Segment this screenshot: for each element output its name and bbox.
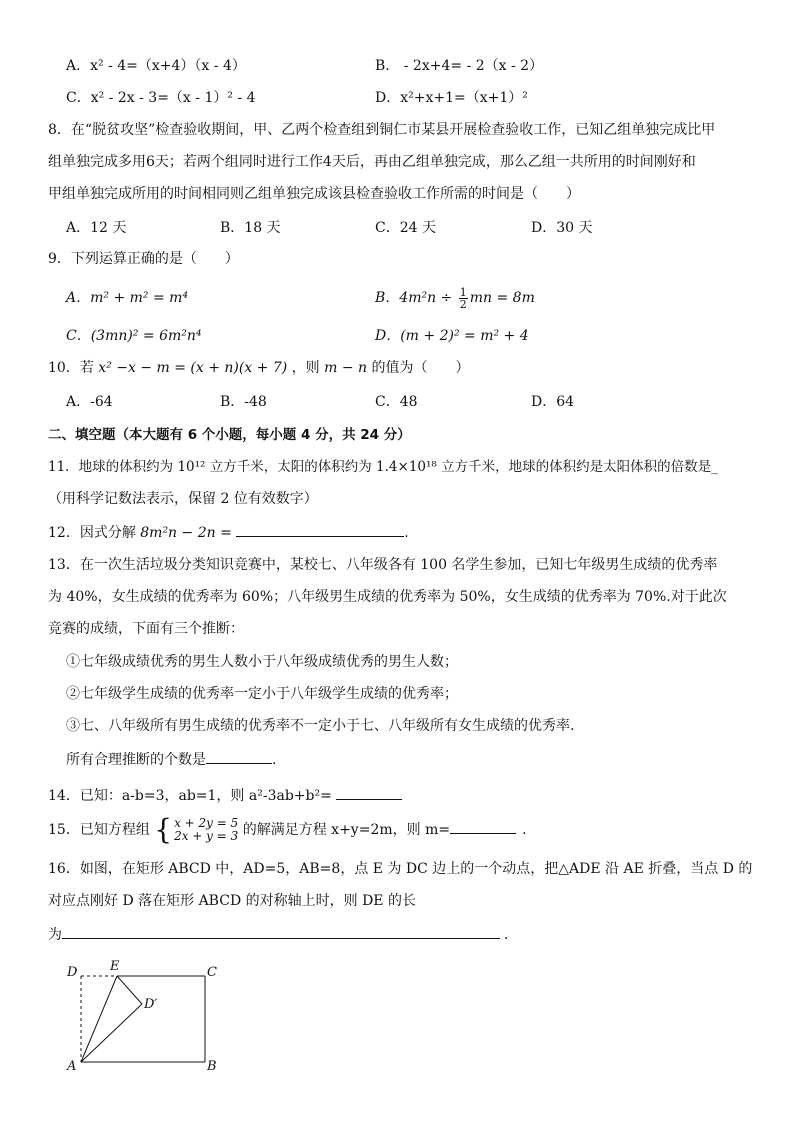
q9-option-b-fraction: [459, 287, 468, 310]
q12-answer-blank: [236, 522, 404, 537]
q14-answer-blank: [336, 785, 402, 800]
label-b: B: [207, 1059, 217, 1074]
q9-option-b-pre: B．4m²n ÷: [375, 290, 457, 306]
q9-option-c-text: C．(3mn)² = 6m²n⁴: [66, 328, 202, 344]
q13-question: [66, 749, 276, 770]
q13-inference-1: ①七年级成绩优秀的男生人数小于八年级成绩优秀的男生人数；: [66, 654, 458, 670]
left-brace-icon: {: [154, 813, 173, 846]
q7-option-c: C．x² - 2x - 3=（x - 1）² - 4: [66, 90, 256, 106]
q7-option-d: D．x²+x+1=（x+1）²: [375, 90, 528, 106]
segment-ad-prime: [81, 1004, 142, 1062]
q12-expression: 8m²n − 2n =: [140, 525, 237, 541]
segment-ed-prime: [117, 976, 142, 1004]
q13-answer-blank: [206, 749, 272, 764]
q16-answer-blank: [62, 924, 500, 939]
q14-text: 14．已知：a-b=3，ab=1，则 a²-3ab+b²=: [48, 788, 332, 804]
q15-pre: 15．已知方程组: [48, 822, 155, 838]
q8-line-3: 甲组单独完成所用的时间相同则乙组单独完成该县检查验收工作所需的时间是（ ）: [48, 186, 580, 202]
q13-inference-2: ②七年级学生成绩的优秀率一定小于八年级学生成绩的优秀率；: [66, 686, 458, 702]
q13-line-2: 为 40%，女生成绩的优秀率为 60%；八年级男生成绩的优秀率为 50%，女生成绩的优秀率为 70%.对于此次: [48, 589, 727, 605]
q16-line-3: [48, 924, 518, 945]
q15-answer-blank: [450, 819, 516, 834]
q12-pre: 12．因式分解: [48, 525, 141, 541]
q10-stem: [48, 358, 470, 378]
label-a: A: [67, 1059, 77, 1074]
q13-line-3: 竞赛的成绩，下面有三个推断：: [48, 621, 244, 637]
q10-option-a: A．-64: [66, 394, 113, 410]
q15-post: .: [522, 822, 527, 838]
q10-stem-mid: ，则: [287, 360, 325, 376]
q9-option-c: [66, 326, 202, 346]
fold-line-ae: [81, 976, 117, 1062]
q16-line-3-pre: 为: [48, 927, 62, 943]
q13-question-text: 所有合理推断的个数是: [66, 752, 206, 768]
q11-line-1: 11．地球的体积约为 10¹² 立方千米，太阳的体积约为 1.4×10¹⁸ 立方千米，地球的体积约是太阳体积的倍数是_: [48, 459, 718, 475]
label-c: C: [207, 965, 217, 980]
q16-line-1: 16．如图，在矩形 ABCD 中，AD=5，AB=8，点 E 为 DC 边上的一个动点，把△ADE 沿 AE 折叠，当点 D 的: [48, 861, 753, 877]
q12-post: .: [404, 525, 409, 541]
q9-option-d: [375, 326, 529, 346]
q8-option-a: A．12 天: [66, 220, 127, 236]
q14: [48, 785, 402, 806]
label-d-prime: D′: [144, 997, 158, 1012]
q15-equation-2: 2x + y = 3: [174, 829, 239, 843]
q10-equation: x² −x − m = (x + n)(x + 7): [98, 360, 288, 376]
q9-option-d-text: D．(m + 2)² = m² + 4: [375, 328, 529, 344]
q15-mid: 的解满足方程 x+y=2m，则 m=: [238, 822, 451, 838]
fraction-denominator: 2: [459, 297, 467, 311]
q13-line-1: 13．在一次生活垃圾分类知识竞赛中，某校七、八年级各有 100 名学生参加，已知七年级男生成绩的优秀率: [48, 557, 718, 573]
q10-stem-post: 的值为（ ）: [367, 360, 470, 376]
label-e: E: [110, 959, 120, 974]
q13-question-end: .: [272, 752, 277, 768]
q10-expression: m − n: [324, 360, 368, 376]
q16-line-2: 对应点刚好 D 落在矩形 ABCD 的对称轴上时，则 DE 的长: [48, 893, 416, 909]
q15-equation-1: x + 2y = 5: [174, 816, 239, 830]
q16-line-3-post: ．: [504, 927, 518, 943]
q11-line-2: （用科学记数法表示，保留 2 位有效数字）: [48, 491, 318, 507]
q8-line-1: 8．在“脱贫攻坚”检查验收期间，甲、乙两个检查组到铜仁市某县开展检查验收工作，已知乙组单独完成比甲: [48, 122, 716, 138]
section-2-heading: 二、填空题（本大题有 6 个小题，每小题 4 分，共 24 分）: [48, 427, 411, 443]
q9-option-a: [66, 288, 188, 308]
q7-option-a: A．x² - 4=（x+4）（x - 4）: [66, 58, 246, 74]
q8-option-c: C．24 天: [375, 220, 436, 236]
q8-option-d: D．30 天: [531, 220, 593, 236]
q8-line-2: 组单独完成多用6天；若两个组同时进行工作4天后，再由乙组单独完成，那么乙组一共所用的时间刚好和: [48, 154, 696, 170]
q10-option-d: D．64: [531, 394, 575, 410]
q9-option-b-post: mn = 8m: [469, 290, 535, 306]
q9-option-a-text: A．m² + m² = m⁴: [66, 290, 189, 306]
q12: [48, 522, 409, 543]
q7-option-b: B． - 2x+4= - 2（x - 2）: [375, 58, 544, 74]
label-d: D: [67, 965, 78, 980]
q9-option-b: [375, 283, 535, 313]
q9-stem: 9．下列运算正确的是（ ）: [48, 251, 239, 267]
q10-option-c: C．48: [375, 394, 418, 410]
rectangle-fold-figure: [60, 956, 230, 1078]
fraction-numerator: 1: [459, 285, 467, 299]
q10-option-b: B．-48: [220, 394, 267, 410]
q15-equation-system: [174, 817, 238, 843]
q10-stem-pre: 10．若: [48, 360, 99, 376]
q8-option-b: B．18 天: [220, 220, 281, 236]
q13-inference-3: ③七、八年级所有男生成绩的优秀率不一定小于七、八年级所有女生成绩的优秀率.: [66, 718, 575, 734]
q15: [48, 813, 527, 847]
